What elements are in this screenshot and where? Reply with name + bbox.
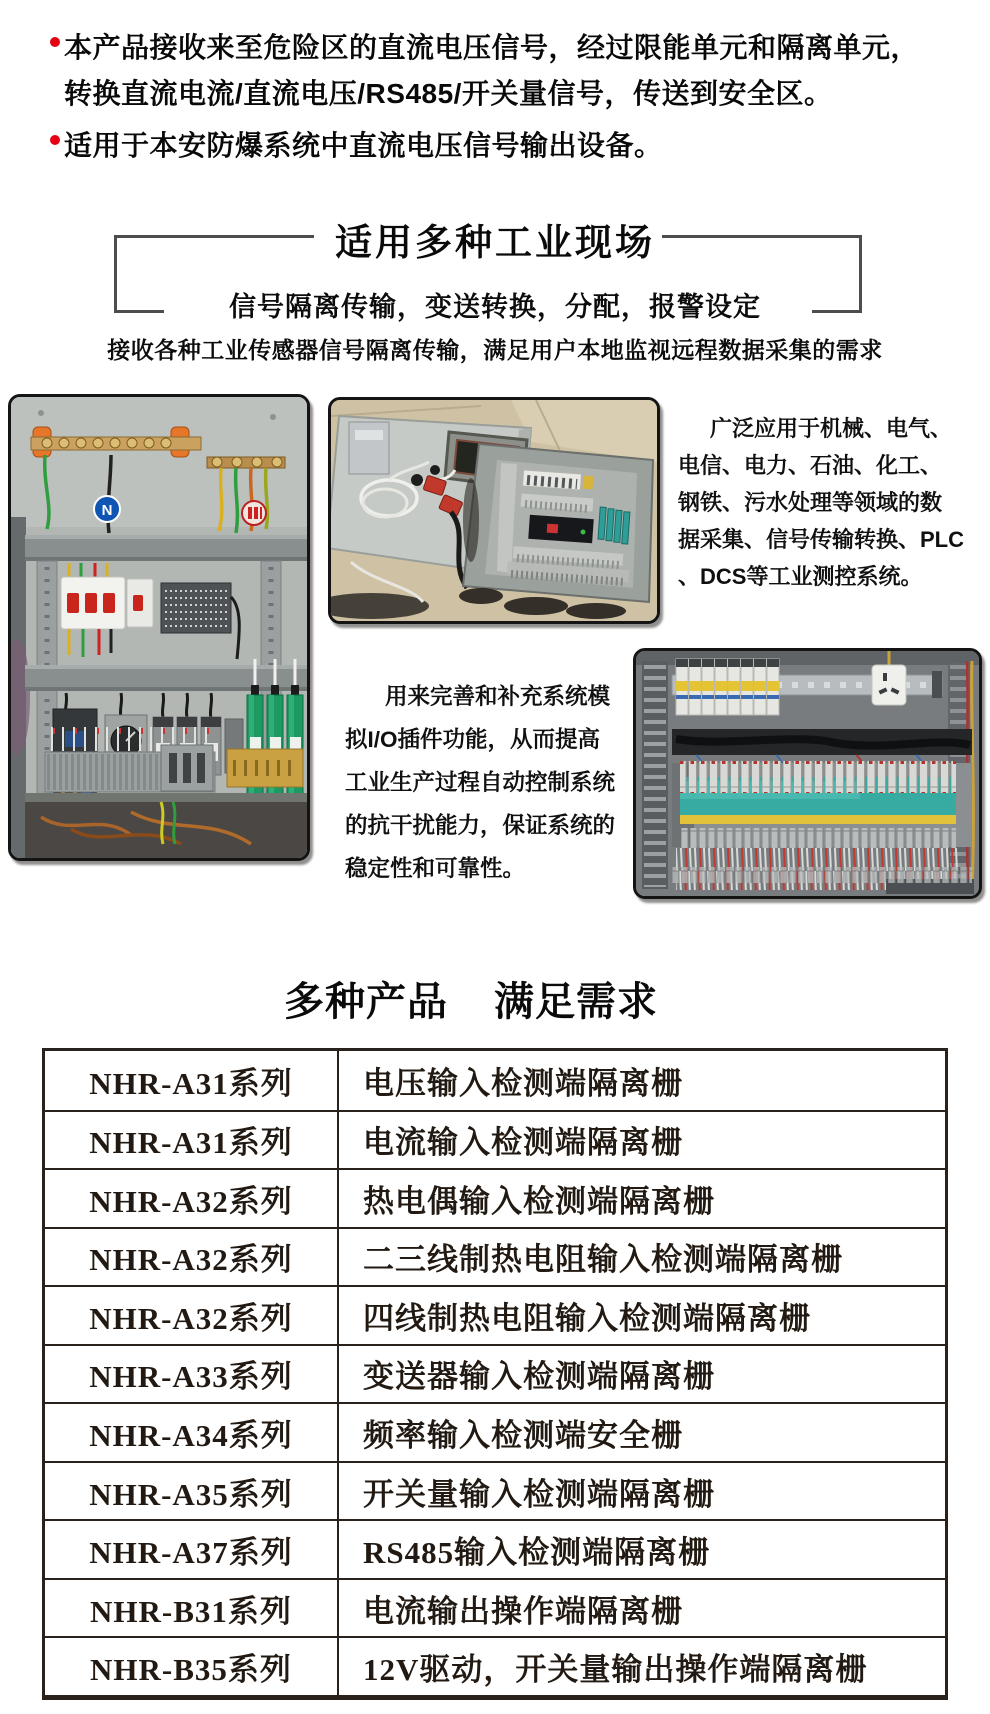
function-line: 稳定性和可靠性。 xyxy=(345,856,526,881)
function-line: 拟I/O插件功能，从而提高 xyxy=(345,727,601,752)
bracket-line-left-top xyxy=(114,235,314,238)
bullet-dot xyxy=(50,135,60,145)
table-row xyxy=(45,1519,945,1578)
desc-cell: 频率输入检测端安全栅 xyxy=(363,1418,683,1454)
desc-cell: 12V驱动，开关量输出操作端隔离栅 xyxy=(363,1652,868,1688)
desc-cell: 电流输出操作端隔离栅 xyxy=(363,1593,683,1629)
table-row xyxy=(45,1402,945,1461)
table-row xyxy=(45,1636,945,1695)
applications-line: 广泛应用于机械、电气、 xyxy=(710,416,953,441)
series-cell: NHR-A32系列 xyxy=(45,1229,339,1286)
series-cell: NHR-A33系列 xyxy=(45,1346,339,1403)
series-cell: NHR-B35系列 xyxy=(45,1638,339,1695)
series-cell: NHR-A31系列 xyxy=(45,1112,339,1169)
intro-bullet-1-line-2: 转换直流电流/直流电压/RS485/开关量信号，传送到安全区。 xyxy=(64,78,833,109)
desc-cell: 四线制热电阻输入检测端隔离栅 xyxy=(363,1300,811,1336)
table-row xyxy=(45,1227,945,1286)
series-cell: NHR-A31系列 xyxy=(45,1051,339,1110)
function-line: 的抗干扰能力，保证系统的 xyxy=(345,813,616,838)
function-line: 工业生产过程自动控制系统 xyxy=(345,770,616,795)
products-title-part-1: 多种产品 xyxy=(284,980,448,1024)
desc-cell: 电流输入检测端隔离栅 xyxy=(363,1125,683,1161)
desc-cell: 热电偶输入检测端隔离栅 xyxy=(363,1183,715,1219)
table-row xyxy=(45,1344,945,1403)
series-cell: NHR-B31系列 xyxy=(45,1580,339,1637)
products-table xyxy=(42,1048,948,1700)
scene-section-subtitle: 信号隔离传输，变送转换，分配，报警设定 xyxy=(229,292,761,322)
applications-line: 据采集、信号传输转换、PLC xyxy=(678,527,965,552)
table-row xyxy=(45,1285,945,1344)
applications-paragraph xyxy=(678,410,964,595)
series-cell: NHR-A34系列 xyxy=(45,1404,339,1461)
function-line: 用来完善和补充系统模 xyxy=(385,684,611,709)
bracket-line-right-top xyxy=(662,235,862,238)
photo-open-junction-box xyxy=(328,397,660,624)
series-cell: NHR-A32系列 xyxy=(45,1170,339,1227)
control-cabinet-illustration xyxy=(11,397,307,858)
din-rail-illustration xyxy=(636,651,979,896)
bullet-dot xyxy=(50,37,60,47)
series-cell: NHR-A37系列 xyxy=(45,1521,339,1578)
products-title-part-2: 满足需求 xyxy=(494,980,658,1024)
desc-cell: RS485输入检测端隔离栅 xyxy=(363,1535,711,1571)
photo-control-cabinet-interior xyxy=(8,394,310,861)
products-section-title xyxy=(0,970,942,1027)
table-row xyxy=(45,1578,945,1637)
table-row xyxy=(45,1051,945,1110)
photo-din-rail-terminals xyxy=(633,648,982,899)
desc-cell: 变送器输入检测端隔离栅 xyxy=(363,1359,715,1395)
desc-cell: 二三线制热电阻输入检测端隔离栅 xyxy=(363,1242,843,1278)
svg-text:N: N xyxy=(101,502,113,519)
table-row xyxy=(45,1168,945,1227)
desc-cell: 电压输入检测端隔离栅 xyxy=(363,1065,683,1101)
table-row xyxy=(45,1110,945,1169)
table-row xyxy=(45,1461,945,1520)
series-cell: NHR-A32系列 xyxy=(45,1287,339,1344)
applications-line: 钢铁、污水处理等领域的数 xyxy=(678,490,943,515)
scene-section-description: 接收各种工业传感器信号隔离传输，满足用户本地监视远程数据采集的需求 xyxy=(107,337,883,363)
series-cell: NHR-A35系列 xyxy=(45,1463,339,1520)
applications-line: 电信、电力、石油、化工、 xyxy=(678,453,943,478)
junction-box-illustration xyxy=(331,400,657,621)
function-paragraph xyxy=(345,675,615,890)
desc-cell: 开关量输入检测端隔离栅 xyxy=(363,1476,715,1512)
scene-section-title: 适用多种工业现场 xyxy=(335,222,655,263)
intro-bullet-2-line-1: 适用于本安防爆系统中直流电压信号输出设备。 xyxy=(64,130,663,161)
applications-line: 、DCS等工业测控系统。 xyxy=(678,564,923,589)
intro-bullet-1-line-1: 本产品接收来至危险区的直流电压信号，经过限能单元和隔离单元， xyxy=(64,32,920,63)
